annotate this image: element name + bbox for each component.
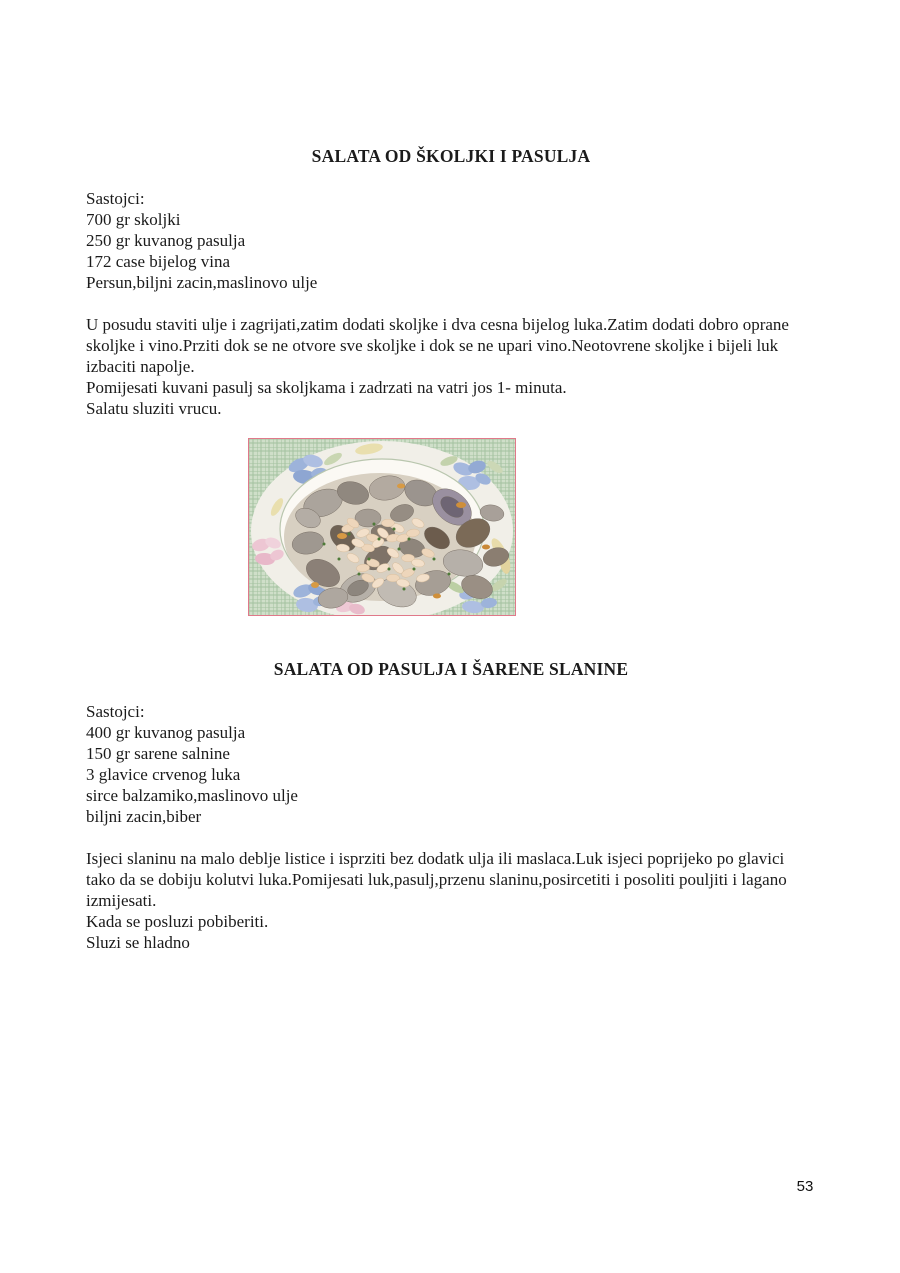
- ingredient-line: biljni zacin,biber: [86, 807, 202, 826]
- ingredient-line: Persun,biljni zacin,maslinovo ulje: [86, 273, 318, 292]
- ingredients-label: Sastojci:: [86, 702, 145, 721]
- ingredient-line: sirce balzamiko,maslinovo ulje: [86, 786, 298, 805]
- instruction-paragraph: U posudu staviti ulje i zagrijati,zatim dodati skoljke i dva cesna bijelog luka.Zatim dodati dobro oprane skoljke i vino.Prziti dok se ne otvore sve skoljke i dok se ne upari vino.Neotovrene skoljke i bijeli luk izbaciti napolje.: [86, 315, 789, 376]
- recipe-title-skoljki-pasulja: SALATA OD ŠKOLJKI I PASULJA: [311, 146, 591, 166]
- instructions-block-2: [86, 848, 816, 953]
- ingredient-line: 400 gr kuvanog pasulja: [86, 723, 246, 742]
- ingredient-line: 150 gr sarene salnine: [86, 744, 230, 763]
- instruction-paragraph: Isjeci slaninu na malo deblje listice i isprziti bez dodatk ulja ili maslaca.Luk isjeci poprijeko po glavici tako da se dobiju kolutvi luka.Pomijesati luk,pasulj,przenu slaninu,posircetiti i posoliti pouljiti i lagano izmijesati.: [86, 849, 787, 910]
- instruction-line: Kada se posluzi pobiberiti.: [86, 912, 269, 931]
- ingredient-line: 172 case bijelog vina: [86, 252, 230, 271]
- ingredient-line: 3 glavice crvenog luka: [86, 765, 241, 784]
- ingredients-block-2: [86, 701, 816, 827]
- ingredient-line: 250 gr kuvanog pasulja: [86, 231, 246, 250]
- instruction-line: Pomijesati kuvani pasulj sa skoljkama i zadrzati na vatri jos 1- minuta.: [86, 378, 567, 397]
- recipe-photo-frame: [248, 438, 516, 616]
- instructions-block-1: [86, 314, 816, 419]
- recipe-title-pasulj-slanina: SALATA OD PASULJA I ŠARENE SLANINE: [273, 659, 629, 679]
- instruction-line: Sluzi se hladno: [86, 933, 190, 952]
- ingredient-line: 700 gr skoljki: [86, 210, 181, 229]
- instruction-line: Salatu sluziti vrucu.: [86, 399, 222, 418]
- page-content: [86, 0, 816, 953]
- ingredients-block-1: [86, 188, 816, 293]
- clam-bean-salad-photo: [249, 439, 515, 615]
- ingredients-label: Sastojci:: [86, 189, 145, 208]
- page-number: 53: [796, 1178, 814, 1195]
